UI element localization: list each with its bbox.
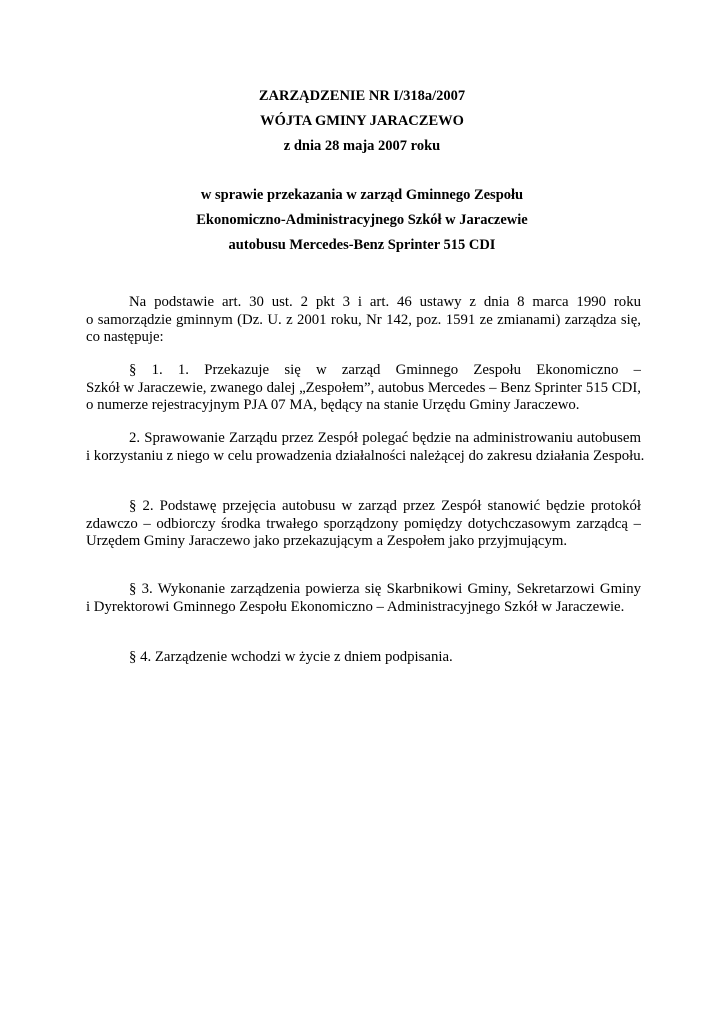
- par1-2-line-2: i korzystaniu z niego w celu prowadzenia działalności należącej do zakresu działania Zespołu.: [86, 447, 645, 464]
- par3-line-2: i Dyrektorowi Gminnego Zespołu Ekonomiczno – Administracyjnego Szkół w Jaraczewie.: [86, 598, 625, 615]
- par2-line-1: § 2. Podstawę przejęcia autobusu w zarząd przez Zespół stanowić będzie protokół: [129, 498, 641, 514]
- document-date: z dnia 28 maja 2007 roku: [283, 138, 441, 154]
- preamble-line-2: o samorządzie gminnym (Dz. U. z 2001 roku, Nr 142, poz. 1591 ze zmianami) zarządza się,: [86, 311, 641, 328]
- par1-1-line-1: § 1. 1. Przekazuje się w zarząd Gminnego Zespołu Ekonomiczno –: [129, 362, 641, 378]
- par1-1-line-3: o numerze rejestracyjnym PJA 07 MA, będący na stanie Urzędu Gminy Jaraczewo.: [86, 397, 580, 413]
- par2-line-2: zdawczo – odbiorczy środka trwałego sporządzony pomiędzy dotychczasowym zarządcą –: [86, 515, 641, 532]
- par3-line-1: § 3. Wykonanie zarządzenia powierza się Skarbnikowi Gminy, Sekretarzowi Gminy: [129, 581, 641, 597]
- preamble-line-3: co następuje:: [86, 329, 164, 345]
- par1-2-line-1: 2. Sprawowanie Zarządu przez Zespół polegać będzie na administrowaniu autobusem: [129, 430, 641, 446]
- preamble-paragraph: [86, 294, 641, 347]
- par1-1-line-2: Szkół w Jaraczewie, zwanego dalej „Zespołem”, autobus Mercedes – Benz Sprinter 515 CDI,: [86, 379, 641, 396]
- paragraph-3: [86, 581, 641, 616]
- issuing-authority: WÓJTA GMINY JARACZEWO: [260, 113, 464, 129]
- preamble-line-1: Na podstawie art. 30 ust. 2 pkt 3 i art. 46 ustawy z dnia 8 marca 1990 roku: [129, 294, 641, 310]
- paragraph-2: [86, 498, 641, 551]
- paragraph-4: [86, 649, 641, 667]
- subject-line-3: autobusu Mercedes-Benz Sprinter 515 CDI: [228, 237, 496, 253]
- paragraph-1-section-2: [86, 430, 645, 465]
- subject-line-1: w sprawie przekazania w zarząd Gminnego Zespołu: [200, 187, 524, 203]
- par4-line-1: § 4. Zarządzenie wchodzi w życie z dniem podpisania.: [129, 649, 453, 665]
- subject-line-2: Ekonomiczno-Administracyjnego Szkół w Jaraczewie: [196, 212, 528, 228]
- document-title: ZARZĄDZENIE NR I/318a/2007: [258, 88, 466, 104]
- paragraph-1-section-1: [86, 362, 641, 415]
- par2-line-3: Urzędem Gminy Jaraczewo jako przekazującym a Zespołem jako przyjmującym.: [86, 533, 568, 549]
